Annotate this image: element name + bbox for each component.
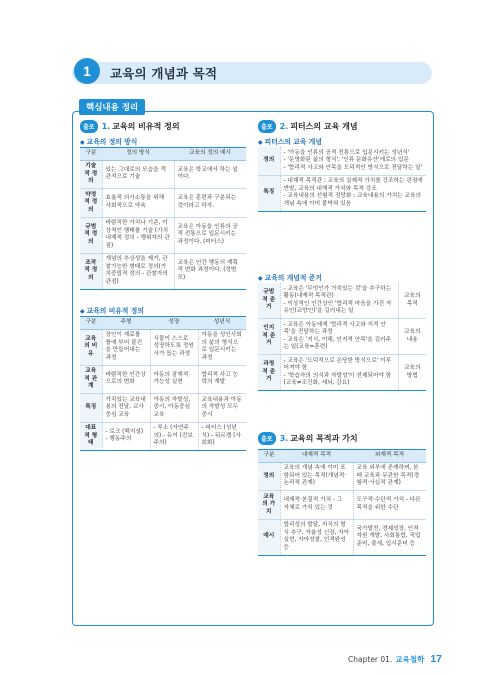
table-cell: 가치있는 교육내용의 전달, 교사중심 교육 — [102, 394, 150, 423]
row-label: 교육의 비유 — [80, 329, 102, 365]
section-1-tag: 출포 — [80, 120, 98, 133]
section-3-number: 3. — [279, 434, 289, 443]
row-label: 과정적 준거 — [258, 355, 280, 391]
table-row — [258, 319, 426, 355]
table-row — [258, 491, 426, 520]
table-row — [258, 462, 426, 491]
row-label: 규범적 준거 — [258, 283, 280, 319]
table-cell: 교육의 방법 — [398, 355, 426, 391]
table-row — [80, 160, 246, 189]
table-cell: 아동을 성인사회의 삶의 형식으로 입문시키는 과정 — [198, 329, 246, 365]
table-header-row — [258, 450, 426, 463]
table-cell: 개념의 추상성을 제거, 관찰가능한 형태로 정의(가치중립적 정의 - 관찰자의 관점) — [102, 253, 174, 289]
table-cell: - 루소 (자연주의) - 듀이 (진보주의) — [150, 422, 198, 451]
column-header: 성년식 — [198, 317, 246, 330]
column-header: 구분 — [258, 450, 280, 463]
row-label: 약정적 정의 — [80, 189, 102, 218]
table-row — [258, 283, 426, 319]
footer-subject: 교육철학 — [395, 655, 425, 664]
metaphor-heading: ◆ 교육의 비유적 정의 — [80, 305, 144, 315]
table-cell: 내재적·본질적 가치 - 그 자체로 가치 있는 것 — [280, 491, 353, 520]
section-2-heading — [258, 120, 358, 133]
table-cell: 합리적 사고 능력의 계발 — [198, 365, 246, 394]
table-cell: - 교육은 '도덕적으로 온당한 방식으로' 이루어져야 함 - '학습자의 의식과 자발성'이 전제되어야 함(교육≠조건화, 세뇌, 강요) — [280, 355, 398, 391]
table-cell: 교육의 내용 — [398, 319, 426, 355]
row-label: 기술적 정의 — [80, 160, 102, 189]
table-cell: 합리성의 발달, 지식의 형식 추구, 자율성 신장, 자아실현, 자아성찰, 인격완성 등 — [280, 519, 353, 555]
table-header-row — [80, 148, 246, 161]
criteria-heading: ◆ 교육의 개념적 준거 — [258, 272, 322, 282]
row-label: 교육의 가치 — [258, 491, 280, 520]
table-cell: 교육 외부에 존재하며, 본래 교육과 무관한 목적(경험적·사실적 관계) — [353, 462, 426, 491]
table-cell: 장인이 재료를 틀에 부어 물건을 만들어내는 과정 — [102, 329, 150, 365]
definition-method-table — [80, 147, 246, 290]
table-cell: 아동의 잠재적 가능성 실현 — [150, 365, 198, 394]
chapter-title: 교육의 개념과 목적 — [110, 66, 218, 81]
summary-label: 핵심내용 정리 — [79, 99, 145, 115]
row-label: 정의 — [258, 147, 280, 175]
section-1-number: 1. — [101, 122, 111, 131]
table-cell: - 피터스 (성년식) - 뒤르켐 (사회화) — [198, 422, 246, 451]
table-cell: - 내재적 목적관 : 교육의 실제적 가치를 강조하는 관점에 반발, 교육의 내재적 가치와 목적 강조 - 교육내용의 선험적 정당화 : 교육내용의 가치는 교육의 개념 속에 이미 붙박혀 있음 — [280, 175, 426, 211]
row-label: 규범적 정의 — [80, 217, 102, 253]
table-cell: 교육내용과 아동의 자발성 모두 중시 — [198, 394, 246, 423]
section-2-tag: 출포 — [258, 120, 276, 133]
column-header: 정의 방식 — [102, 148, 174, 161]
peters-concept-table — [258, 147, 426, 212]
section-3-title: 교육의 목적과 가치 — [290, 434, 358, 443]
table-cell: - 교육은 아동에게 '합리적 사고와 지적 안목'을 전달하는 과정 - 교육은 '지식, 이해, 인지적 안목'을 길러주는 일(교육=훈련) — [280, 319, 398, 355]
row-label: 특징 — [258, 175, 280, 211]
table-row — [258, 519, 426, 555]
table-cell: - '아동을 인류의 공적 전통으로 입문시키는 성년식' - '문명화된 삶의 형식', '인류 문화유산'에로의 입문 - '합리적 사고와 안목을 도덕적인 방식으로 전달하는 일' — [280, 147, 426, 175]
table-cell: 도구적·수단적 가치 - 다른 목적을 위한 수단 — [353, 491, 426, 520]
table-cell: 교육은 학교에서 하는 일이다. — [174, 160, 246, 189]
table-row — [80, 189, 246, 218]
table-cell: 교육은 아동을 인류의 공적 전통으로 입문시키는 과정이다. (피터스) — [174, 217, 246, 253]
table-header-row — [80, 317, 246, 330]
table-row — [80, 253, 246, 289]
purpose-value-table — [258, 449, 426, 556]
table-cell: - 로크 (백지설) - 행동주의 — [102, 422, 150, 451]
criteria-table — [258, 283, 426, 391]
metaphor-table — [80, 316, 246, 451]
definition-method-heading: ◆ 교육의 정의 방식 — [80, 136, 137, 146]
column-header: 구분 — [80, 148, 102, 161]
row-label: 조작적 정의 — [80, 253, 102, 289]
column-header: 교육의 정의 예시 — [174, 148, 246, 161]
table-row — [80, 217, 246, 253]
row-label: 특징 — [80, 394, 102, 423]
section-1-title: 교육의 비유적 정의 — [112, 122, 180, 131]
table-row — [258, 175, 426, 211]
page-number: 17 — [430, 653, 442, 665]
column-header: 성장 — [150, 317, 198, 330]
row-label: 교육적 관계 — [80, 365, 102, 394]
row-label: 예시 — [258, 519, 280, 555]
row-label: 대표적 형태 — [80, 422, 102, 451]
section-3-heading — [258, 432, 358, 445]
section-1-heading — [80, 120, 180, 133]
table-cell: - 교육은 '무엇인가 가치있는 것'을 추구하는 활동(내재적 목적관) - 이상적인 인간상인 '합리적 마음을 가진 자유인(교양인)'을 길러내는 일 — [280, 283, 398, 319]
column-header: 구분 — [80, 317, 102, 330]
table-cell: 바람직한 인간상으로의 변화 — [102, 365, 150, 394]
chapter-number-badge: 1 — [74, 58, 100, 84]
section-2-number: 2. — [279, 122, 289, 131]
table-cell: 교육은 훈련과 구분되는 것이라고 하자. — [174, 189, 246, 218]
table-cell: 식물이 스스로 성장하도록 정원사가 돕는 과정 — [150, 329, 198, 365]
row-label: 정의 — [258, 462, 280, 491]
column-header: 주형 — [102, 317, 150, 330]
page-footer — [348, 653, 442, 665]
table-row — [258, 147, 426, 175]
table-cell: 교육은 인간 행동의 계획적 변화 과정이다. (정범모) — [174, 253, 246, 289]
column-header: 외재적 목적 — [353, 450, 426, 463]
peters-concept-heading: ◆ 피터스의 교육 개념 — [258, 136, 322, 146]
section-3-tag: 출포 — [258, 432, 276, 445]
table-cell: 교육의 개념 속에 이미 포함되어 있는 목적(개념적·논리적 관계) — [280, 462, 353, 491]
table-row — [80, 365, 246, 394]
table-row — [80, 422, 246, 451]
table-row — [80, 329, 246, 365]
column-header: 내재적 목적 — [280, 450, 353, 463]
table-cell: 있는 그대로의 모습을 객관적으로 기술 — [102, 160, 174, 189]
table-cell: 국가발전, 경제성장, 인적자원 개발, 사회통합, 직업준비, 출세, 입시준비 등 — [353, 519, 426, 555]
table-row — [258, 355, 426, 391]
table-cell: 효율적 의사소통을 위해 사회적으로 약속 — [102, 189, 174, 218]
footer-chapter: Chapter 01. — [348, 655, 393, 664]
table-cell: 바람직한 가치나 기준, 이상적인 행태를 기술 (가치내재적 정의 - 행위자의 관점) — [102, 217, 174, 253]
table-cell: 아동의 자발성, 중시, 아동중심 교육 — [150, 394, 198, 423]
section-2-title: 피터스의 교육 개념 — [290, 122, 358, 131]
table-cell: 교육의 목적 — [398, 283, 426, 319]
row-label: 인지적 준거 — [258, 319, 280, 355]
table-row — [80, 394, 246, 423]
